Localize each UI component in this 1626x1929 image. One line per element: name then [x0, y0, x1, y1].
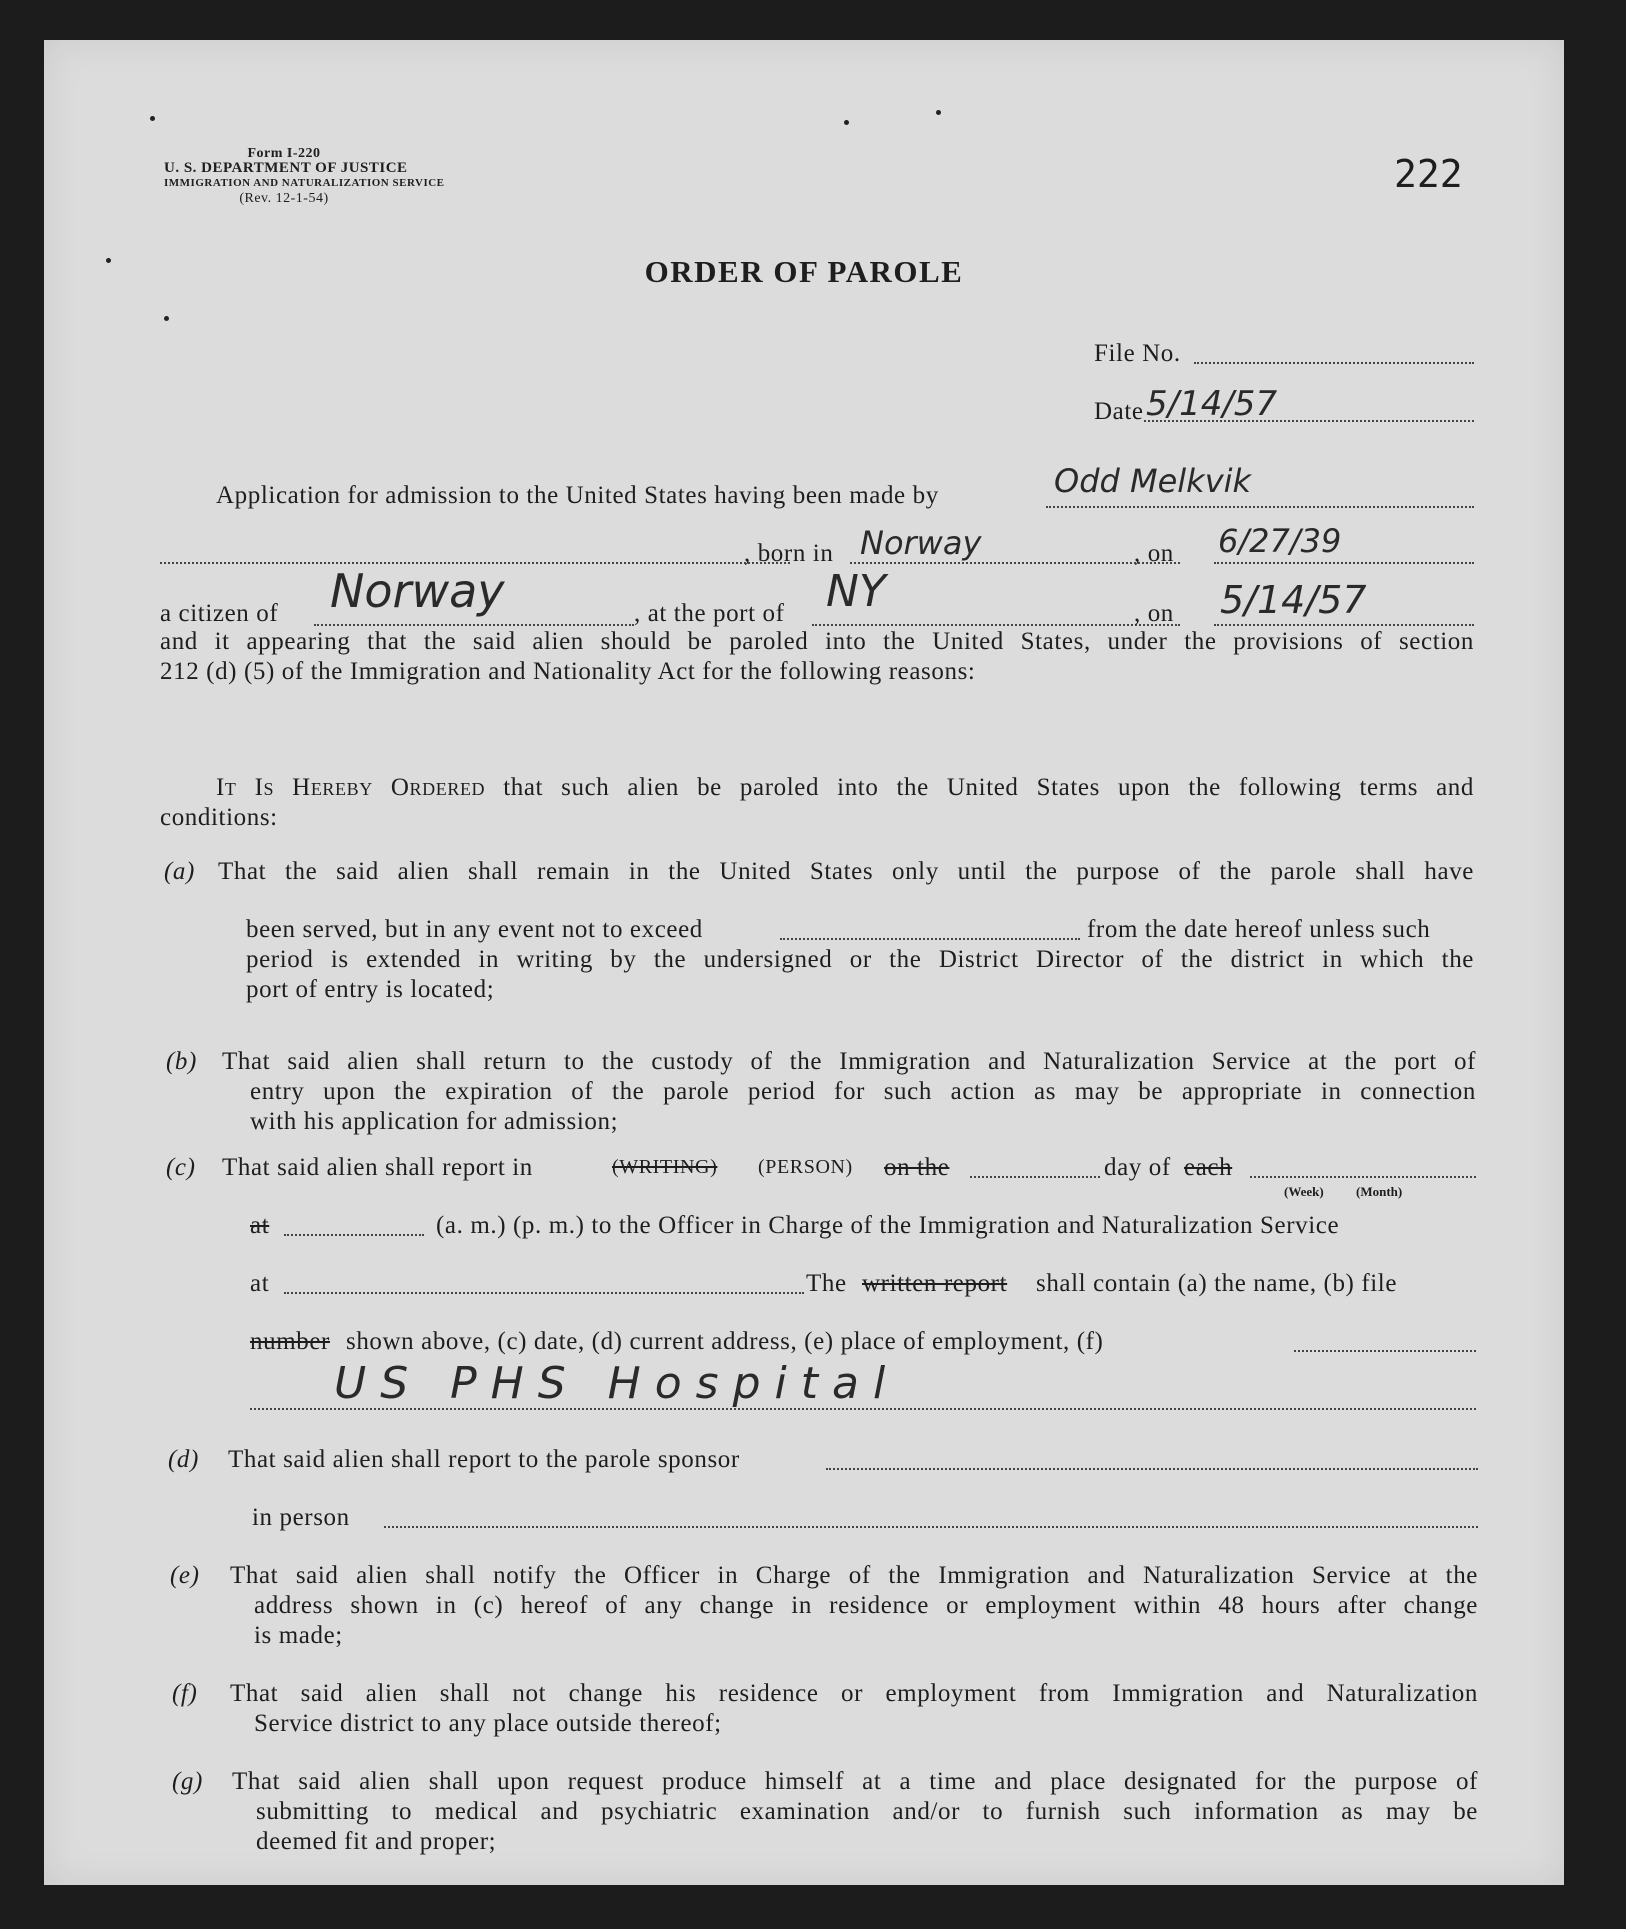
- speck: [150, 116, 155, 121]
- order-line-2: conditions:: [160, 804, 278, 831]
- parole-sponsor-field[interactable]: [826, 1468, 1478, 1470]
- document-page: [44, 40, 1564, 1885]
- c-week: (Week): [1284, 1184, 1324, 1199]
- condition-d-line-1: That said alien shall report to the parole sponsor: [228, 1446, 740, 1473]
- c-at: at: [250, 1212, 270, 1239]
- report-period-field[interactable]: [1250, 1176, 1476, 1178]
- port-field[interactable]: [812, 624, 1180, 626]
- condition-g-line-2: submitting to medical and psychiatric examination and/or to furnish such information as may be: [256, 1798, 1478, 1825]
- option-person[interactable]: (PERSON): [758, 1156, 853, 1178]
- revision: (Rev. 12-1-54): [239, 191, 329, 206]
- condition-c-text: That said alien shall report in: [222, 1154, 533, 1181]
- parole-period-field[interactable]: [780, 938, 1080, 940]
- file-no-field[interactable]: [1194, 362, 1474, 364]
- order-rest: that such alien be paroled into the United States upon the following terms and: [503, 774, 1474, 801]
- c-written: written report: [862, 1270, 1008, 1297]
- condition-e-line-3: is made;: [254, 1622, 343, 1649]
- c-number: number: [250, 1328, 330, 1355]
- condition-f-line-2: Service district to any place outside thereof;: [254, 1710, 722, 1737]
- condition-c-label: (c): [166, 1154, 196, 1181]
- application-text: Application for admission to the United States having been made by: [216, 482, 939, 509]
- condition-b-label: (b): [166, 1048, 197, 1075]
- birth-date-field[interactable]: [1214, 562, 1474, 564]
- port-label: , at the port of: [634, 600, 785, 627]
- condition-g-label: (g): [172, 1768, 203, 1795]
- report-day-field[interactable]: [970, 1176, 1100, 1178]
- born-in-field[interactable]: [850, 562, 1180, 564]
- citizen-value: Norway: [330, 564, 505, 618]
- condition-a-label: (a): [164, 858, 195, 885]
- birth-date: 6/27/39: [1218, 522, 1342, 560]
- c-at2: at: [250, 1270, 270, 1297]
- other-info-field[interactable]: [1294, 1350, 1476, 1352]
- c-month: (Month): [1356, 1184, 1403, 1199]
- condition-e-label: (e): [170, 1562, 200, 1589]
- speck: [164, 316, 169, 321]
- on2-label: , on: [1134, 600, 1174, 627]
- condition-d-line-2: in person: [252, 1504, 350, 1531]
- arrival-date: 5/14/57: [1220, 578, 1367, 622]
- report-time-field[interactable]: [284, 1234, 424, 1236]
- on-label: , on: [1134, 540, 1174, 567]
- department: U. S. DEPARTMENT OF JUSTICE: [164, 160, 408, 176]
- condition-a-line-1: That the said alien shall remain in the United States only until the purpose of the parole shall have: [218, 858, 1474, 885]
- form-header: [164, 146, 445, 206]
- file-no-label: File No.: [1094, 340, 1181, 367]
- c-on-the: on the: [884, 1154, 950, 1181]
- condition-e-line-1: That said alien shall notify the Officer in Charge of the Immigration and Naturalization Service at the: [230, 1562, 1478, 1589]
- option-writing[interactable]: (WRITING): [612, 1156, 718, 1178]
- handwritten-employer: US PHS Hospital: [334, 1358, 900, 1409]
- order-lead: It Is Hereby Ordered: [216, 774, 486, 801]
- condition-b-line-3: with his application for admission;: [250, 1108, 619, 1135]
- c-contain: shall contain (a) the name, (b) file: [1036, 1270, 1398, 1297]
- condition-a-line-4: port of entry is located;: [246, 976, 495, 1003]
- condition-b-line-1: That said alien shall return to the custody of the Immigration and Naturalization Service at the port of: [222, 1048, 1476, 1075]
- condition-f-line-1: That said alien shall not change his residence or employment from Immigration and Naturalization: [230, 1680, 1478, 1707]
- condition-d-label: (d): [168, 1446, 199, 1473]
- c-the: The: [806, 1270, 847, 1297]
- condition-a-line-3: period is extended in writing by the undersigned or the District Director of the district in which the: [246, 946, 1474, 973]
- c-day-of: day of: [1104, 1154, 1171, 1181]
- order-line-1: [216, 774, 1474, 802]
- condition-e-line-2: address shown in (c) hereof of any change in residence or employment within 48 hours after change: [254, 1592, 1478, 1619]
- service: IMMIGRATION AND NATURALIZATION SERVICE: [164, 177, 445, 189]
- applicant-name-field[interactable]: [1046, 506, 1474, 508]
- page-number: 222: [1394, 152, 1463, 196]
- born-in-value: Norway: [860, 524, 982, 562]
- speck: [936, 110, 941, 115]
- condition-a-line-2a: been served, but in any event not to exceed: [246, 916, 703, 943]
- condition-f-label: (f): [172, 1680, 198, 1707]
- applicant-name: Odd Melkvik: [1054, 462, 1252, 500]
- citizen-label: a citizen of: [160, 600, 279, 627]
- date-label: Date: [1094, 398, 1144, 425]
- date-value: 5/14/57: [1146, 384, 1278, 424]
- sponsor-person-field[interactable]: [384, 1526, 1478, 1528]
- c-each: each: [1184, 1154, 1233, 1181]
- report-location-field[interactable]: [284, 1292, 804, 1294]
- appearing-line-2: 212 (d) (5) of the Immigration and Nationality Act for the following reasons:: [160, 658, 976, 685]
- condition-g-line-3: deemed fit and proper;: [256, 1828, 497, 1855]
- port-value: NY: [826, 566, 886, 617]
- condition-a-line-2b: from the date hereof unless such: [1087, 916, 1431, 943]
- form-number: Form I-220: [247, 146, 321, 161]
- arrival-date-field[interactable]: [1214, 624, 1474, 626]
- born-in-label: , born in: [744, 540, 834, 567]
- speck: [844, 120, 849, 125]
- c-shown: shown above, (c) date, (d) current address, (e) place of employment, (f): [346, 1328, 1104, 1355]
- condition-g-line-1: That said alien shall upon request produce himself at a time and place designated for the purpose of: [232, 1768, 1478, 1795]
- page-title: ORDER OF PAROLE: [644, 254, 964, 289]
- condition-b-line-2: entry upon the expiration of the parole period for such action as may be appropriate in connection: [250, 1078, 1476, 1105]
- citizen-field[interactable]: [314, 624, 634, 626]
- appearing-line-1: and it appearing that the said alien should be paroled into the United States, under the provisions of section: [160, 628, 1474, 655]
- c-ampm: (a. m.) (p. m.) to the Officer in Charge of the Immigration and Naturalization Service: [436, 1212, 1340, 1239]
